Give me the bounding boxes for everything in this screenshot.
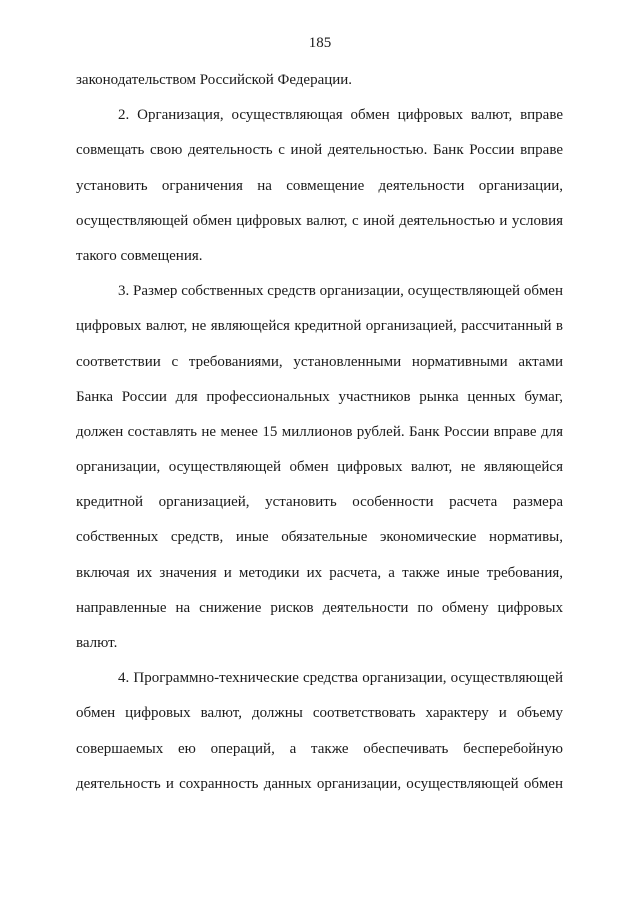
text-line: организации, осуществляющей обмен цифровых валют, не являющейся (76, 459, 563, 476)
text-line: 4. Программно-технические средства организации, осуществляющей (118, 670, 563, 687)
text-line: цифровых валют, не являющейся кредитной организацией, рассчитанный в (76, 318, 563, 335)
text-line: кредитной организацией, установить особенности расчета размера (76, 494, 563, 511)
text-line: совмещать свою деятельность с иной деятельностью. Банк России вправе (76, 142, 563, 159)
text-line: Банка России для профессиональных участников рынка ценных бумаг, (76, 388, 563, 405)
paragraph-3 (76, 274, 563, 661)
text-line: 2. Организация, осуществляющая обмен цифровых валют, вправе (118, 107, 563, 124)
text-line: направленные на снижение рисков деятельности по обмену цифровых (76, 599, 563, 616)
document-body (76, 63, 563, 802)
page-number: 185 (308, 35, 332, 51)
paragraph-continuation (76, 63, 563, 98)
text-line: соответствии с требованиями, установленными нормативными актами (76, 353, 563, 370)
text-line: должен составлять не менее 15 миллионов рублей. Банк России вправе для (76, 423, 563, 440)
text-line: совершаемых ею операций, а также обеспечивать бесперебойную (76, 740, 563, 757)
text-line: деятельность и сохранность данных организации, осуществляющей обмен (76, 775, 563, 792)
text-line: установить ограничения на совмещение деятельности организации, (76, 177, 563, 194)
text-line: законодательством Российской Федерации. (76, 72, 353, 88)
text-line: включая их значения и методики их расчета, а также иные требования, (76, 564, 563, 581)
text-line: такого совмещения. (76, 247, 203, 264)
text-line: собственных средств, иные обязательные экономические нормативы, (76, 529, 563, 546)
paragraph-2 (76, 98, 563, 274)
text-line: обмен цифровых валют, должны соответствовать характеру и объему (76, 705, 563, 722)
text-line: осуществляющей обмен цифровых валют, с иной деятельностью и условия (76, 212, 563, 229)
text-line: валют. (76, 635, 118, 651)
paragraph-4 (76, 661, 563, 802)
text-line: 3. Размер собственных средств организации, осуществляющей обмен (118, 283, 563, 300)
